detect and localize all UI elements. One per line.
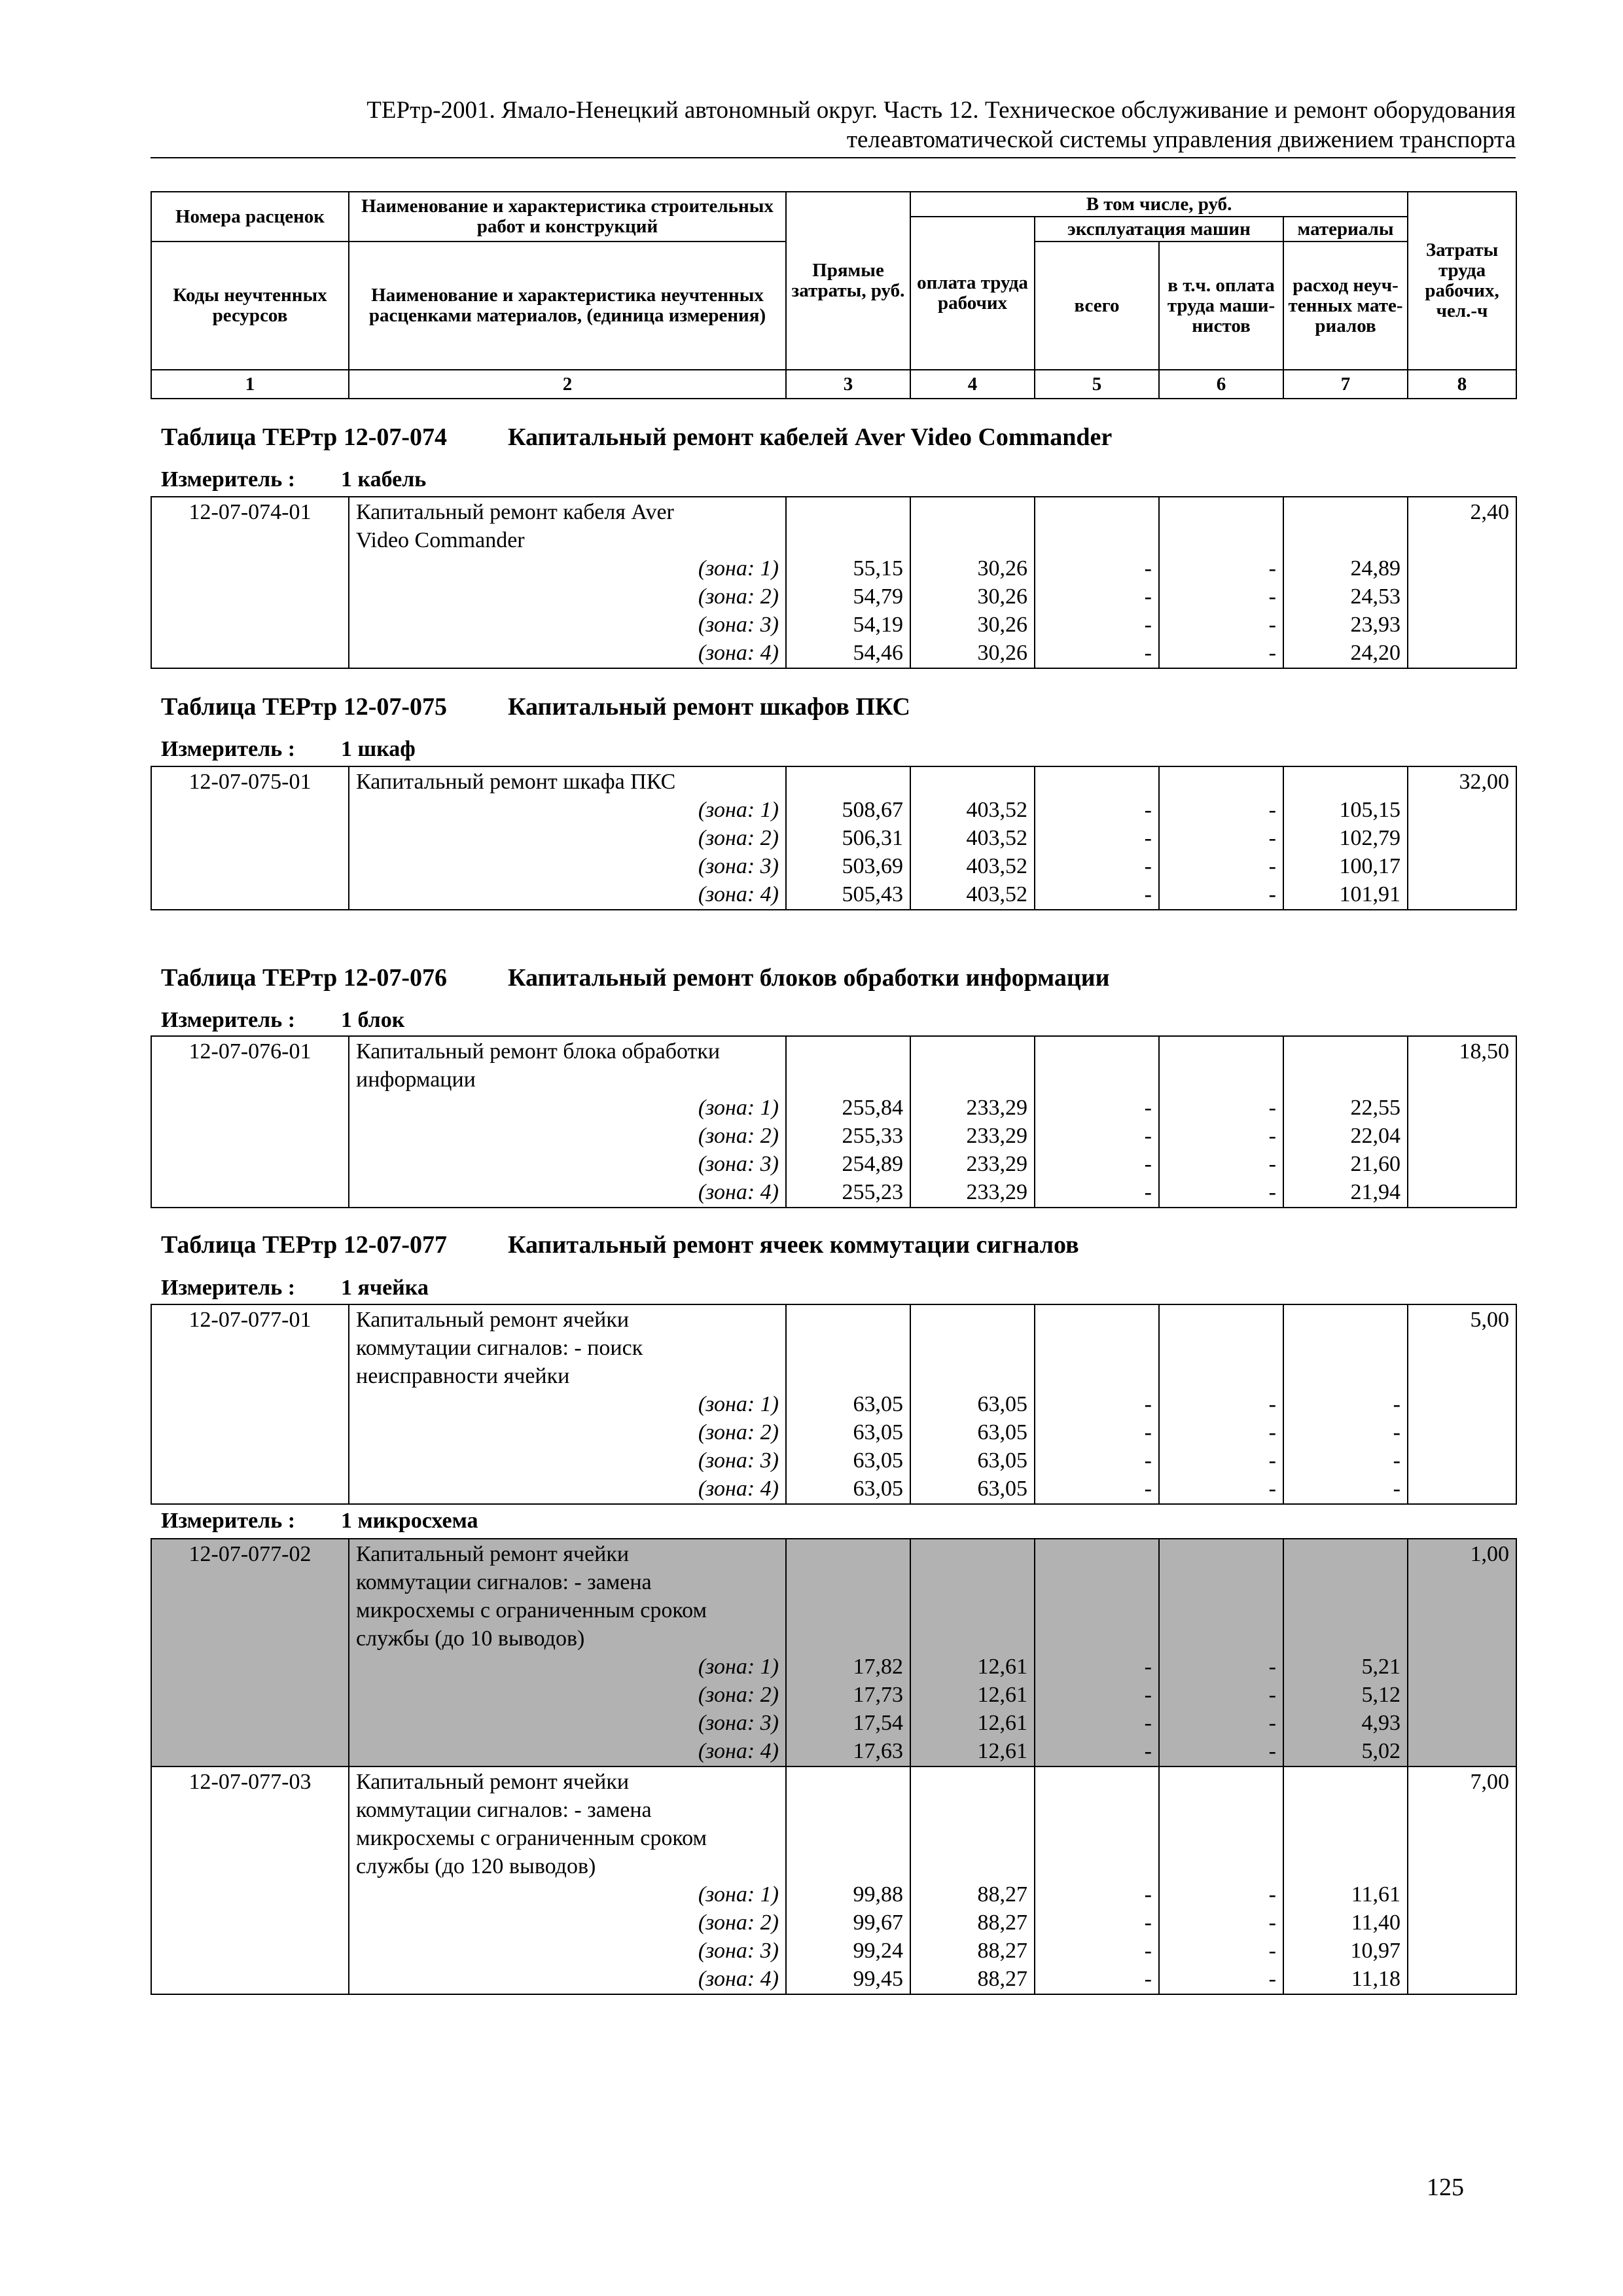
materials-cost: 11,18 <box>1351 1967 1400 1991</box>
header-materials: материалы <box>1283 217 1408 242</box>
worker-pay: 233,29 <box>966 1124 1027 1148</box>
materials-cost: - <box>1393 1477 1400 1501</box>
header-including: В том числе, руб. <box>910 192 1408 217</box>
materials-cost-cell <box>1283 766 1408 910</box>
direct-cost: 63,05 <box>853 1392 903 1416</box>
worker-pay-cell <box>910 497 1035 668</box>
worker-pay: 63,05 <box>977 1477 1027 1501</box>
zone-label: (зона: 1) <box>698 1655 779 1679</box>
direct-cost: 63,05 <box>853 1420 903 1444</box>
direct-cost: 255,33 <box>842 1124 903 1148</box>
table-row <box>151 1036 1516 1208</box>
materials-cost: 102,79 <box>1339 826 1400 850</box>
description-line: Капитальный ремонт ячейки <box>356 1542 630 1566</box>
description-line: коммутации сигналов: - замена <box>356 1570 652 1594</box>
description-line: Капитальный ремонт кабеля Aver <box>356 500 674 524</box>
direct-cost-cell <box>786 497 910 668</box>
worker-pay: 30,26 <box>977 556 1027 581</box>
measure-line <box>161 1508 478 1534</box>
zone-label: (зона: 4) <box>698 1180 779 1204</box>
worker-pay: 403,52 <box>966 854 1027 878</box>
machinist-pay: - <box>1268 1096 1276 1120</box>
machinist-pay: - <box>1268 556 1276 581</box>
zone-label: (зона: 2) <box>698 584 779 609</box>
machine-total: - <box>1144 1152 1152 1176</box>
table-title: Капитальный ремонт шкафов ПКС <box>508 693 910 721</box>
machine-total: - <box>1144 1967 1152 1991</box>
materials-cost: 5,21 <box>1361 1655 1400 1679</box>
worker-pay: 88,27 <box>977 1882 1027 1907</box>
header-resource-codes: Коды неучтенных ресурсов <box>151 242 349 370</box>
column-number: 3 <box>786 370 910 399</box>
zone-label: (зона: 3) <box>698 1939 779 1963</box>
materials-cost: 4,93 <box>1361 1711 1400 1735</box>
machinist-pay: - <box>1268 1392 1276 1416</box>
column-number: 1 <box>151 370 349 399</box>
machine-total: - <box>1144 1683 1152 1707</box>
machine-total-cell <box>1035 1304 1159 1504</box>
labor-cost: 18,50 <box>1408 1036 1516 1208</box>
zone-label: (зона: 4) <box>698 641 779 665</box>
worker-pay-cell <box>910 1767 1035 1994</box>
description-line: информации <box>356 1067 476 1092</box>
machinist-pay: - <box>1268 882 1276 906</box>
worker-pay: 12,61 <box>977 1711 1027 1735</box>
rate-description <box>349 497 786 668</box>
machine-total: - <box>1144 1910 1152 1935</box>
description-line: службы (до 120 выводов) <box>356 1854 596 1878</box>
zone-label: (зона: 3) <box>698 854 779 878</box>
table-row <box>151 1539 1516 1767</box>
header-name-materials: Наименование и характеристика неучтенных расценками материалов, (единица измерения) <box>349 242 786 370</box>
direct-cost-cell <box>786 1304 910 1504</box>
machine-total: - <box>1144 1180 1152 1204</box>
machine-total: - <box>1144 1448 1152 1473</box>
worker-pay: 233,29 <box>966 1152 1027 1176</box>
machine-total-cell <box>1035 1539 1159 1767</box>
measure-unit: 1 микросхема <box>341 1509 478 1533</box>
worker-pay: 63,05 <box>977 1392 1027 1416</box>
materials-cost: 24,89 <box>1350 556 1400 581</box>
worker-pay: 88,27 <box>977 1910 1027 1935</box>
direct-cost: 54,46 <box>853 641 903 665</box>
zone-label: (зона: 4) <box>698 1739 779 1763</box>
machinist-pay: - <box>1268 641 1276 665</box>
table-title: Капитальный ремонт кабелей Aver Video Commander <box>508 423 1113 451</box>
worker-pay: 12,61 <box>977 1655 1027 1679</box>
machine-total-cell <box>1035 497 1159 668</box>
machine-total: - <box>1144 584 1152 609</box>
materials-cost-cell <box>1283 1539 1408 1767</box>
rate-code: 12-07-075-01 <box>151 766 349 910</box>
materials-cost: 21,60 <box>1350 1152 1400 1176</box>
direct-cost: 99,24 <box>853 1939 903 1963</box>
rate-code: 12-07-077-02 <box>151 1539 349 1767</box>
machinist-pay: - <box>1268 1739 1276 1763</box>
labor-cost: 7,00 <box>1408 1767 1516 1994</box>
table-row <box>151 766 1516 910</box>
machinist-pay: - <box>1268 1910 1276 1935</box>
rate-description <box>349 1539 786 1767</box>
worker-pay: 63,05 <box>977 1448 1027 1473</box>
machine-total-cell <box>1035 1036 1159 1208</box>
header-machinist-pay: в т.ч. оплата труда маши-нистов <box>1159 242 1283 370</box>
measure-label: Измеритель : <box>161 1276 296 1300</box>
measure-unit: 1 кабель <box>341 467 427 492</box>
direct-cost: 503,69 <box>842 854 903 878</box>
zone-label: (зона: 1) <box>698 1882 779 1907</box>
rate-description <box>349 766 786 910</box>
worker-pay: 88,27 <box>977 1939 1027 1963</box>
header-labor: Затраты труда рабочих, чел.-ч <box>1408 192 1516 370</box>
header-name-works: Наименование и характеристика строительных работ и конструкций <box>349 192 786 242</box>
rate-code: 12-07-077-01 <box>151 1304 349 1504</box>
worker-pay: 233,29 <box>966 1096 1027 1120</box>
measure-label: Измеритель : <box>161 1008 296 1032</box>
header-machine-operation: эксплуатация машин <box>1035 217 1283 242</box>
measure-line <box>161 1007 404 1033</box>
measure-label: Измеритель : <box>161 737 296 761</box>
table-row <box>151 497 1516 668</box>
zone-label: (зона: 2) <box>698 1124 779 1148</box>
direct-cost-cell <box>786 1036 910 1208</box>
description-line: Капитальный ремонт блока обработки <box>356 1039 721 1064</box>
machinist-pay: - <box>1268 1152 1276 1176</box>
machinist-pay-cell <box>1159 1539 1283 1767</box>
labor-cost: 1,00 <box>1408 1539 1516 1767</box>
zone-label: (зона: 1) <box>698 556 779 581</box>
machine-total: - <box>1144 1711 1152 1735</box>
machinist-pay-cell <box>1159 1304 1283 1504</box>
materials-cost: 5,02 <box>1361 1739 1400 1763</box>
column-number: 8 <box>1408 370 1516 399</box>
table-row <box>151 1304 1516 1504</box>
zone-label: (зона: 4) <box>698 1477 779 1501</box>
table-row <box>151 1767 1516 1994</box>
table-caption <box>161 963 1110 992</box>
table-title: Капитальный ремонт ячеек коммутации сигналов <box>508 1231 1079 1259</box>
description-line: Капитальный ремонт ячейки <box>356 1308 630 1332</box>
machinist-pay: - <box>1268 584 1276 609</box>
machine-total: - <box>1144 1096 1152 1120</box>
rate-table <box>151 1035 1517 1208</box>
machinist-pay: - <box>1268 1180 1276 1204</box>
rate-code: 12-07-077-03 <box>151 1767 349 1994</box>
materials-cost: 11,61 <box>1351 1882 1400 1907</box>
labor-cost: 2,40 <box>1408 497 1516 668</box>
rate-table <box>151 1304 1517 1505</box>
header-total: всего <box>1035 242 1159 370</box>
rate-code: 12-07-076-01 <box>151 1036 349 1208</box>
machinist-pay: - <box>1268 613 1276 637</box>
zone-label: (зона: 2) <box>698 1910 779 1935</box>
column-number: 6 <box>1159 370 1283 399</box>
machinist-pay: - <box>1268 1124 1276 1148</box>
measure-line <box>161 467 426 493</box>
zone-label: (зона: 4) <box>698 882 779 906</box>
materials-cost-cell <box>1283 1304 1408 1504</box>
machine-total-cell <box>1035 766 1159 910</box>
header-line-2: телеавтоматической системы управления движением транспорта <box>846 126 1516 153</box>
materials-cost: 21,94 <box>1350 1180 1400 1204</box>
worker-pay: 30,26 <box>977 613 1027 637</box>
machine-total: - <box>1144 613 1152 637</box>
machinist-pay: - <box>1268 1711 1276 1735</box>
table-caption <box>161 1230 1079 1259</box>
rate-description <box>349 1036 786 1208</box>
zone-label: (зона: 2) <box>698 1683 779 1707</box>
machine-total: - <box>1144 882 1152 906</box>
worker-pay-cell <box>910 1539 1035 1767</box>
page-number: 125 <box>1427 2174 1464 2201</box>
description-line: коммутации сигналов: - поиск <box>356 1336 643 1360</box>
direct-cost: 99,45 <box>853 1967 903 1991</box>
rate-description <box>349 1304 786 1504</box>
labor-cost: 32,00 <box>1408 766 1516 910</box>
worker-pay: 30,26 <box>977 584 1027 609</box>
description-line: микросхемы с ограниченным сроком <box>356 1826 707 1850</box>
machine-total: - <box>1144 1124 1152 1148</box>
zone-label: (зона: 1) <box>698 1096 779 1120</box>
header-worker-pay: оплата труда рабочих <box>910 217 1035 370</box>
direct-cost: 99,88 <box>853 1882 903 1907</box>
machinist-pay: - <box>1268 826 1276 850</box>
materials-cost: 100,17 <box>1339 854 1400 878</box>
measure-label: Измеритель : <box>161 467 296 492</box>
materials-cost: 24,20 <box>1350 641 1400 665</box>
worker-pay-cell <box>910 1036 1035 1208</box>
rate-table <box>151 496 1517 669</box>
direct-cost: 55,15 <box>853 556 903 581</box>
worker-pay: 403,52 <box>966 882 1027 906</box>
worker-pay: 63,05 <box>977 1420 1027 1444</box>
machine-total: - <box>1144 1477 1152 1501</box>
worker-pay: 30,26 <box>977 641 1027 665</box>
table-id: Таблица ТЕРтр 12-07-074 <box>161 423 448 451</box>
machine-total: - <box>1144 798 1152 822</box>
measure-unit: 1 ячейка <box>341 1276 429 1300</box>
materials-cost: - <box>1393 1420 1400 1444</box>
direct-cost: 255,84 <box>842 1096 903 1120</box>
rate-table <box>151 766 1517 910</box>
machinist-pay: - <box>1268 1882 1276 1907</box>
materials-cost: 22,04 <box>1350 1124 1400 1148</box>
direct-cost: 17,73 <box>853 1683 903 1707</box>
zone-label: (зона: 1) <box>698 798 779 822</box>
materials-cost: - <box>1393 1448 1400 1473</box>
machinist-pay: - <box>1268 1420 1276 1444</box>
materials-cost: 22,55 <box>1350 1096 1400 1120</box>
materials-cost-cell <box>1283 497 1408 668</box>
materials-cost-cell <box>1283 1036 1408 1208</box>
table-caption <box>161 423 1112 452</box>
worker-pay: 12,61 <box>977 1739 1027 1763</box>
machinist-pay-cell <box>1159 497 1283 668</box>
description-line: неисправности ячейки <box>356 1364 570 1388</box>
direct-cost-cell <box>786 1767 910 1994</box>
machinist-pay: - <box>1268 1939 1276 1963</box>
rate-code: 12-07-074-01 <box>151 497 349 668</box>
zone-label: (зона: 2) <box>698 826 779 850</box>
worker-pay: 403,52 <box>966 798 1027 822</box>
machine-total: - <box>1144 826 1152 850</box>
direct-cost: 506,31 <box>842 826 903 850</box>
machine-total-cell <box>1035 1767 1159 1994</box>
worker-pay-cell <box>910 766 1035 910</box>
header-line-1: ТЕРтр-2001. Ямало-Ненецкий автономный округ. Часть 12. Техническое обслуживание и ремонт оборудования <box>366 97 1516 124</box>
measure-line <box>161 1275 429 1301</box>
machine-total: - <box>1144 1739 1152 1763</box>
machine-total: - <box>1144 1882 1152 1907</box>
machinist-pay: - <box>1268 1967 1276 1991</box>
machinist-pay-cell <box>1159 1036 1283 1208</box>
column-number: 7 <box>1283 370 1408 399</box>
zone-label: (зона: 3) <box>698 613 779 637</box>
worker-pay: 403,52 <box>966 826 1027 850</box>
machinist-pay: - <box>1268 854 1276 878</box>
measure-unit: 1 шкаф <box>341 737 416 761</box>
machine-total: - <box>1144 1655 1152 1679</box>
machine-total: - <box>1144 1420 1152 1444</box>
worker-pay-cell <box>910 1304 1035 1504</box>
column-number: 5 <box>1035 370 1159 399</box>
worker-pay: 88,27 <box>977 1967 1027 1991</box>
machinist-pay: - <box>1268 1477 1276 1501</box>
zone-label: (зона: 3) <box>698 1711 779 1735</box>
measure-line <box>161 736 416 762</box>
materials-cost: 24,53 <box>1350 584 1400 609</box>
direct-cost: 63,05 <box>853 1448 903 1473</box>
labor-cost: 5,00 <box>1408 1304 1516 1504</box>
zone-label: (зона: 3) <box>698 1448 779 1473</box>
machinist-pay-cell <box>1159 1767 1283 1994</box>
zone-label: (зона: 3) <box>698 1152 779 1176</box>
direct-cost-cell <box>786 1539 910 1767</box>
direct-cost: 17,82 <box>853 1655 903 1679</box>
rate-table <box>151 1538 1517 1995</box>
header-direct-costs: Прямые затраты, руб. <box>786 192 910 370</box>
header-unaccounted-materials: расход неуч-тенных мате-риалов <box>1283 242 1408 370</box>
direct-cost: 508,67 <box>842 798 903 822</box>
direct-cost: 254,89 <box>842 1152 903 1176</box>
table-id: Таблица ТЕРтр 12-07-076 <box>161 964 448 992</box>
machine-total: - <box>1144 854 1152 878</box>
description-line: коммутации сигналов: - замена <box>356 1798 652 1822</box>
table-title: Капитальный ремонт блоков обработки информации <box>508 964 1110 992</box>
description-line: Капитальный ремонт шкафа ПКС <box>356 770 676 794</box>
page-header <box>151 96 1516 158</box>
machinist-pay: - <box>1268 1448 1276 1473</box>
table-caption <box>161 692 910 721</box>
header-rate-numbers: Номера расценок <box>151 192 349 242</box>
materials-cost: 101,91 <box>1339 882 1400 906</box>
column-number: 4 <box>910 370 1035 399</box>
machine-total: - <box>1144 556 1152 581</box>
direct-cost: 63,05 <box>853 1477 903 1501</box>
materials-cost-cell <box>1283 1767 1408 1994</box>
machinist-pay: - <box>1268 798 1276 822</box>
zone-label: (зона: 1) <box>698 1392 779 1416</box>
rate-description <box>349 1767 786 1994</box>
machine-total: - <box>1144 1939 1152 1963</box>
column-number: 2 <box>349 370 786 399</box>
materials-cost: 10,97 <box>1350 1939 1400 1963</box>
materials-cost: - <box>1393 1392 1400 1416</box>
zone-label: (зона: 2) <box>698 1420 779 1444</box>
direct-cost-cell <box>786 766 910 910</box>
direct-cost: 17,54 <box>853 1711 903 1735</box>
description-line: Video Commander <box>356 528 525 552</box>
description-line: Капитальный ремонт ячейки <box>356 1770 630 1794</box>
description-line: микросхемы с ограниченным сроком <box>356 1598 707 1623</box>
direct-cost: 99,67 <box>853 1910 903 1935</box>
description-line: службы (до 10 выводов) <box>356 1626 585 1651</box>
measure-unit: 1 блок <box>341 1008 405 1032</box>
direct-cost: 54,19 <box>853 613 903 637</box>
direct-cost: 54,79 <box>853 584 903 609</box>
machinist-pay: - <box>1268 1655 1276 1679</box>
direct-cost: 255,23 <box>842 1180 903 1204</box>
machine-total: - <box>1144 641 1152 665</box>
machinist-pay: - <box>1268 1683 1276 1707</box>
worker-pay: 233,29 <box>966 1180 1027 1204</box>
worker-pay: 12,61 <box>977 1683 1027 1707</box>
materials-cost: 105,15 <box>1339 798 1400 822</box>
zone-label: (зона: 4) <box>698 1967 779 1991</box>
materials-cost: 23,93 <box>1350 613 1400 637</box>
machinist-pay-cell <box>1159 766 1283 910</box>
table-id: Таблица ТЕРтр 12-07-075 <box>161 693 448 721</box>
direct-cost: 505,43 <box>842 882 903 906</box>
direct-cost: 17,63 <box>853 1739 903 1763</box>
column-header-table <box>151 191 1517 399</box>
materials-cost: 11,40 <box>1351 1910 1400 1935</box>
table-id: Таблица ТЕРтр 12-07-077 <box>161 1231 448 1259</box>
measure-label: Измеритель : <box>161 1509 296 1533</box>
materials-cost: 5,12 <box>1361 1683 1400 1707</box>
machine-total: - <box>1144 1392 1152 1416</box>
